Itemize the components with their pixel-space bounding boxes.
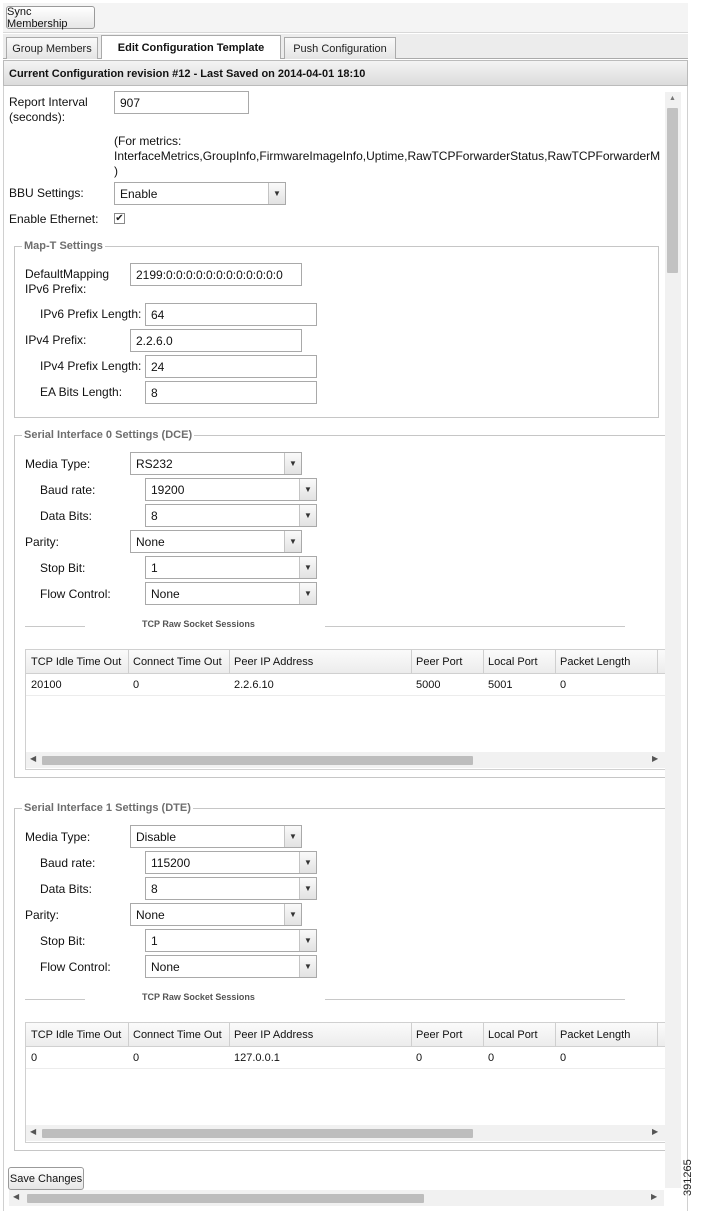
table-cell: 0 [133,679,140,691]
metrics-note: (For metrics: [114,134,182,148]
bbu-settings-select[interactable] [114,182,286,205]
horizontal-scroll-thumb[interactable] [42,756,473,765]
serial0-parity-value: None [136,535,165,549]
chevron-down-icon: ▼ [284,904,301,925]
column-header[interactable]: Packet Length [560,656,631,668]
serial1-baud-rate-value: 115200 [151,856,191,870]
table-cell: 0 [416,1052,423,1064]
horizontal-scroll-thumb[interactable] [42,1129,473,1138]
serial0-stop-bit-label: Stop Bit: [40,561,86,575]
chevron-down-icon: ▼ [299,557,316,578]
tab-push-configuration[interactable]: Push Configuration [284,37,396,59]
column-header[interactable]: Peer IP Address [234,656,314,668]
table-cell: 127.0.0.1 [234,1052,280,1064]
chevron-down-icon: ▼ [299,956,316,977]
sync-membership-button[interactable]: Sync Membership [6,6,95,29]
tab-group-members[interactable]: Group Members [6,37,98,59]
serial0-table-hscrollbar[interactable] [26,752,665,768]
serial0-parity-select[interactable] [130,530,302,553]
serial1-table-hscrollbar[interactable] [26,1125,665,1141]
enable-ethernet-label: Enable Ethernet: [9,212,99,226]
chevron-down-icon: ▼ [299,583,316,604]
serial0-data-bits-label: Data Bits: [40,509,93,523]
chevron-down-icon: ▼ [268,183,285,204]
chevron-down-icon: ▼ [299,479,316,500]
scroll-right-icon[interactable]: ▶ [651,1192,658,1201]
serial0-baud-rate-label: Baud rate: [40,483,96,497]
table-cell: 0 [560,679,567,691]
serial0-data-bits-select[interactable] [145,504,317,527]
table-cell: 5001 [488,679,513,691]
serial0-media-type-select[interactable] [130,452,302,475]
column-header[interactable]: TCP Idle Time Out [31,656,122,668]
serial0-media-type-label: Media Type: [25,457,91,471]
chevron-down-icon: ▼ [299,852,316,873]
scroll-left-icon[interactable]: ◀ [30,1127,37,1136]
serial1-stop-bit-select[interactable] [145,929,317,952]
chevron-down-icon: ▼ [284,826,301,847]
default-mapping-label-2: IPv6 Prefix: [25,282,87,296]
serial1-parity-select[interactable] [130,903,302,926]
serial1-parity-label: Parity: [25,908,60,922]
column-header[interactable]: Peer IP Address [234,1029,314,1041]
figure-id: 391265 [682,1159,694,1196]
ipv4-prefix-input[interactable]: 2.2.6.0 [130,329,302,352]
ipv4-prefix-length-label: IPv4 Prefix Length: [40,359,142,373]
serial1-stop-bit-label: Stop Bit: [40,934,86,948]
serial1-data-bits-value: 8 [151,882,158,896]
ea-bits-length-label: EA Bits Length: [40,385,123,399]
serial1-data-bits-label: Data Bits: [40,882,93,896]
table-cell: 0 [488,1052,495,1064]
bbu-settings-label: BBU Settings: [9,186,84,200]
table-row[interactable] [26,1047,665,1069]
serial0-baud-rate-value: 19200 [151,483,185,497]
serial0-flow-control-value: None [151,587,180,601]
column-header[interactable]: Peer Port [416,656,463,668]
table-cell: 0 [133,1052,140,1064]
table-cell: 5000 [416,679,441,691]
serial0-tcp-divider-right [325,626,625,627]
report-interval-label: Report Interval [9,95,88,109]
table-row[interactable] [26,674,665,696]
serial1-tcp-divider-left [25,999,85,1000]
revision-header: Current Configuration revision #12 - Last Saved on 2014-04-01 18:10 [9,68,366,80]
serial1-flow-control-label: Flow Control: [40,960,111,974]
scroll-left-icon[interactable]: ◀ [30,754,37,763]
report-interval-input[interactable]: 907 [114,91,249,114]
ipv4-prefix-length-input[interactable]: 24 [145,355,317,378]
serial1-settings-legend: Serial Interface 1 Settings (DTE) [24,802,191,814]
serial0-parity-label: Parity: [25,535,60,549]
serial0-media-type-value: RS232 [136,457,173,471]
page-hscrollbar[interactable] [9,1190,664,1206]
serial0-tcp-divider-left [25,626,85,627]
column-header[interactable]: TCP Idle Time Out [31,1029,122,1041]
serial1-tcp-divider-right [325,999,625,1000]
report-interval-label-2: (seconds): [9,110,66,124]
chevron-down-icon: ▼ [284,453,301,474]
chevron-down-icon: ▼ [284,531,301,552]
save-changes-button[interactable]: Save Changes [8,1167,84,1190]
serial0-tcp-sessions-table [25,649,665,770]
vertical-scrollbar[interactable] [665,92,681,1188]
serial0-tcp-sessions-title: TCP Raw Socket Sessions [142,619,255,629]
chevron-down-icon: ▼ [299,878,316,899]
serial1-parity-value: None [136,908,165,922]
serial0-stop-bit-select[interactable] [145,556,317,579]
serial1-flow-control-value: None [151,960,180,974]
ipv4-prefix-label: IPv4 Prefix: [25,333,87,347]
default-mapping-label: DefaultMapping [25,267,110,281]
serial1-tcp-sessions-table [25,1022,665,1143]
enable-ethernet-checkbox[interactable]: ✔ [115,213,124,224]
scroll-right-icon[interactable]: ▶ [652,754,659,763]
default-mapping-input[interactable]: 2199:0:0:0:0:0:0:0:0:0:0:0:0 [130,263,302,286]
column-header[interactable]: Local Port [488,1029,538,1041]
ea-bits-length-input[interactable]: 8 [145,381,317,404]
serial1-baud-rate-select[interactable] [145,851,317,874]
serial0-baud-rate-select[interactable] [145,478,317,501]
tab-edit-configuration-template[interactable]: Edit Configuration Template [101,35,281,59]
horizontal-scroll-thumb[interactable] [27,1194,424,1203]
chevron-down-icon: ▼ [299,930,316,951]
serial1-data-bits-select[interactable] [145,877,317,900]
column-header[interactable]: Packet Length [560,1029,631,1041]
serial1-media-type-select[interactable] [130,825,302,848]
serial0-stop-bit-value: 1 [151,561,158,575]
serial1-media-type-value: Disable [136,830,177,844]
column-header[interactable]: Connect Time Out [133,1029,222,1041]
metrics-note-list: InterfaceMetrics,GroupInfo,FirmwareImageInfo,Uptime,RawTCPForwarderStatus,RawTCPForwarderM [114,149,661,163]
serial0-data-bits-value: 8 [151,509,158,523]
vertical-scroll-thumb[interactable] [667,108,678,273]
mapt-settings-legend: Map-T Settings [24,240,103,252]
serial1-stop-bit-value: 1 [151,934,158,948]
serial0-flow-control-select[interactable] [145,582,317,605]
scroll-up-icon[interactable]: ▲ [669,95,676,102]
top-toolbar [3,3,688,33]
serial1-media-type-label: Media Type: [25,830,91,844]
scroll-left-icon[interactable]: ◀ [13,1192,20,1201]
serial1-flow-control-select[interactable] [145,955,317,978]
metrics-note-end: ) [114,164,118,178]
column-header[interactable]: Connect Time Out [133,656,222,668]
table-cell: 20100 [31,679,62,691]
scroll-right-icon[interactable]: ▶ [652,1127,659,1136]
table-cell: 2.2.6.10 [234,679,274,691]
serial1-tcp-sessions-title: TCP Raw Socket Sessions [142,992,255,1002]
column-header[interactable]: Local Port [488,656,538,668]
serial0-flow-control-label: Flow Control: [40,587,111,601]
column-header[interactable]: Peer Port [416,1029,463,1041]
table-cell: 0 [560,1052,567,1064]
serial1-baud-rate-label: Baud rate: [40,856,96,870]
chevron-down-icon: ▼ [299,505,316,526]
ipv6-prefix-length-label: IPv6 Prefix Length: [40,307,142,321]
ipv6-prefix-length-input[interactable]: 64 [145,303,317,326]
serial0-settings-legend: Serial Interface 0 Settings (DCE) [24,429,193,441]
table-cell: 0 [31,1052,38,1064]
bbu-settings-value: Enable [120,187,158,201]
